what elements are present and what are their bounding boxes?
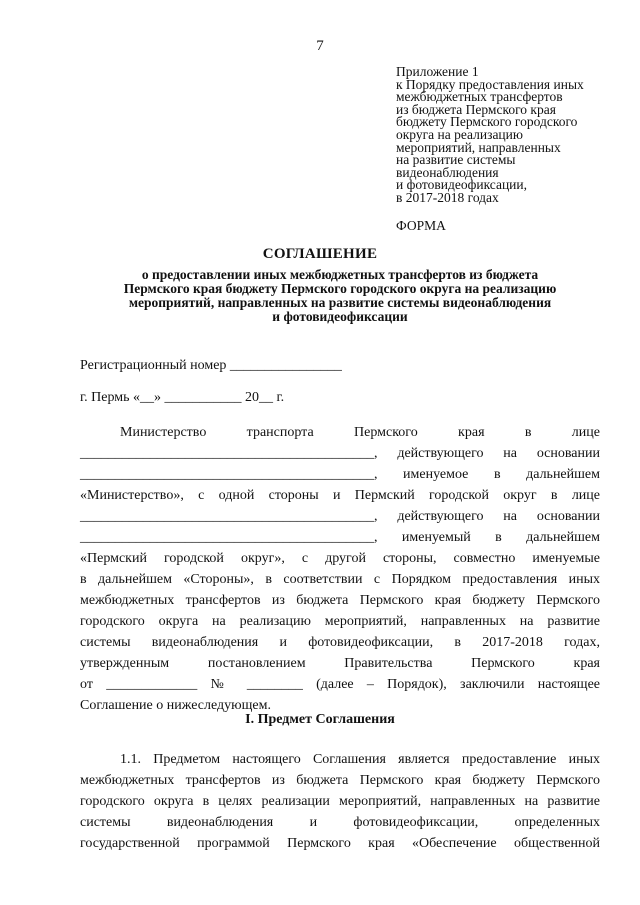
appendix-line: в 2017-2018 годах bbox=[396, 189, 499, 205]
body-line: Министерство транспорта Пермского края в лице bbox=[120, 425, 600, 440]
forma-label: ФОРМА bbox=[396, 218, 446, 233]
body-line: __________________________________________, действующего на основании bbox=[80, 509, 600, 524]
subtitle-line: о предоставлении иных межбюджетных трансфертов из бюджета bbox=[141, 267, 539, 282]
body-line: городского округа на реализацию мероприятий, направленных на развитие bbox=[80, 614, 600, 629]
body-line: системы видеонаблюдения и фотовидеофиксации, в 2017-2018 годах, bbox=[80, 635, 600, 650]
body-line: «Пермский городской округ», с другой стороны, совместно именуемые bbox=[80, 551, 600, 566]
appendix-line: мероприятий, направленных bbox=[396, 139, 561, 155]
body-line: «Министерство», с одной стороны и Пермский городской округ в лице bbox=[80, 488, 600, 503]
section-line: системы видеонаблюдения и фотовидеофиксации, определенных bbox=[80, 815, 600, 830]
subtitle-line: Пермского края бюджету Пермского городского округа на реализацию bbox=[123, 281, 557, 296]
body-line: утвержденным постановлением Правительства Пермского края bbox=[80, 656, 600, 671]
appendix-line: видеонаблюдения bbox=[396, 164, 499, 180]
date-line: г. Пермь «__» ___________ 20__ г. bbox=[80, 390, 285, 405]
appendix-line: межбюджетных трансфертов bbox=[396, 89, 563, 105]
appendix-line: на развитие системы bbox=[396, 152, 516, 168]
subtitle-line: и фотовидеофиксации bbox=[272, 309, 408, 324]
appendix-block bbox=[396, 66, 632, 205]
appendix-line: из бюджета Пермского края bbox=[396, 101, 556, 117]
section-line: городского округа в целях реализации мероприятий, направленных на развитие bbox=[80, 794, 600, 809]
appendix-line: Приложение 1 bbox=[396, 64, 479, 79]
section-title: I. Предмет Соглашения bbox=[245, 712, 395, 727]
appendix-line: округа на реализацию bbox=[396, 126, 523, 142]
section-line: межбюджетных трансфертов из бюджета Пермского края бюджету Пермского bbox=[80, 773, 600, 788]
body-line: Соглашение о нижеследующем. bbox=[80, 698, 271, 713]
appendix-line: и фотовидеофиксации, bbox=[396, 177, 527, 193]
subtitle-line: мероприятий, направленных на развитие системы видеонаблюдения bbox=[128, 295, 552, 310]
body-line: __________________________________________, именуемое в дальнейшем bbox=[80, 467, 600, 482]
document-subtitle bbox=[80, 268, 600, 324]
section-line: 1.1. Предметом настоящего Соглашения является предоставление иных bbox=[120, 752, 600, 767]
page-number: 7 bbox=[316, 38, 324, 54]
appendix-line: к Порядку предоставления иных bbox=[396, 76, 584, 92]
registration-number-line: Регистрационный номер ________________ bbox=[80, 358, 342, 373]
body-line: в дальнейшем «Стороны», в соответствии с Порядком предоставления иных bbox=[80, 572, 600, 587]
document-title: СОГЛАШЕНИЕ bbox=[262, 246, 378, 262]
body-line: межбюджетных трансфертов из бюджета Пермского края бюджету Пермского bbox=[80, 593, 600, 608]
body-line: __________________________________________, именуемый в дальнейшем bbox=[80, 530, 600, 545]
section-line: государственной программой Пермского края «Обеспечение общественной bbox=[80, 836, 600, 851]
body-line: __________________________________________, действующего на основании bbox=[80, 446, 600, 461]
appendix-line: бюджету Пермского городского bbox=[396, 114, 578, 130]
body-line: от _____________ № ________ (далее – Порядок), заключили настоящее bbox=[80, 677, 600, 692]
